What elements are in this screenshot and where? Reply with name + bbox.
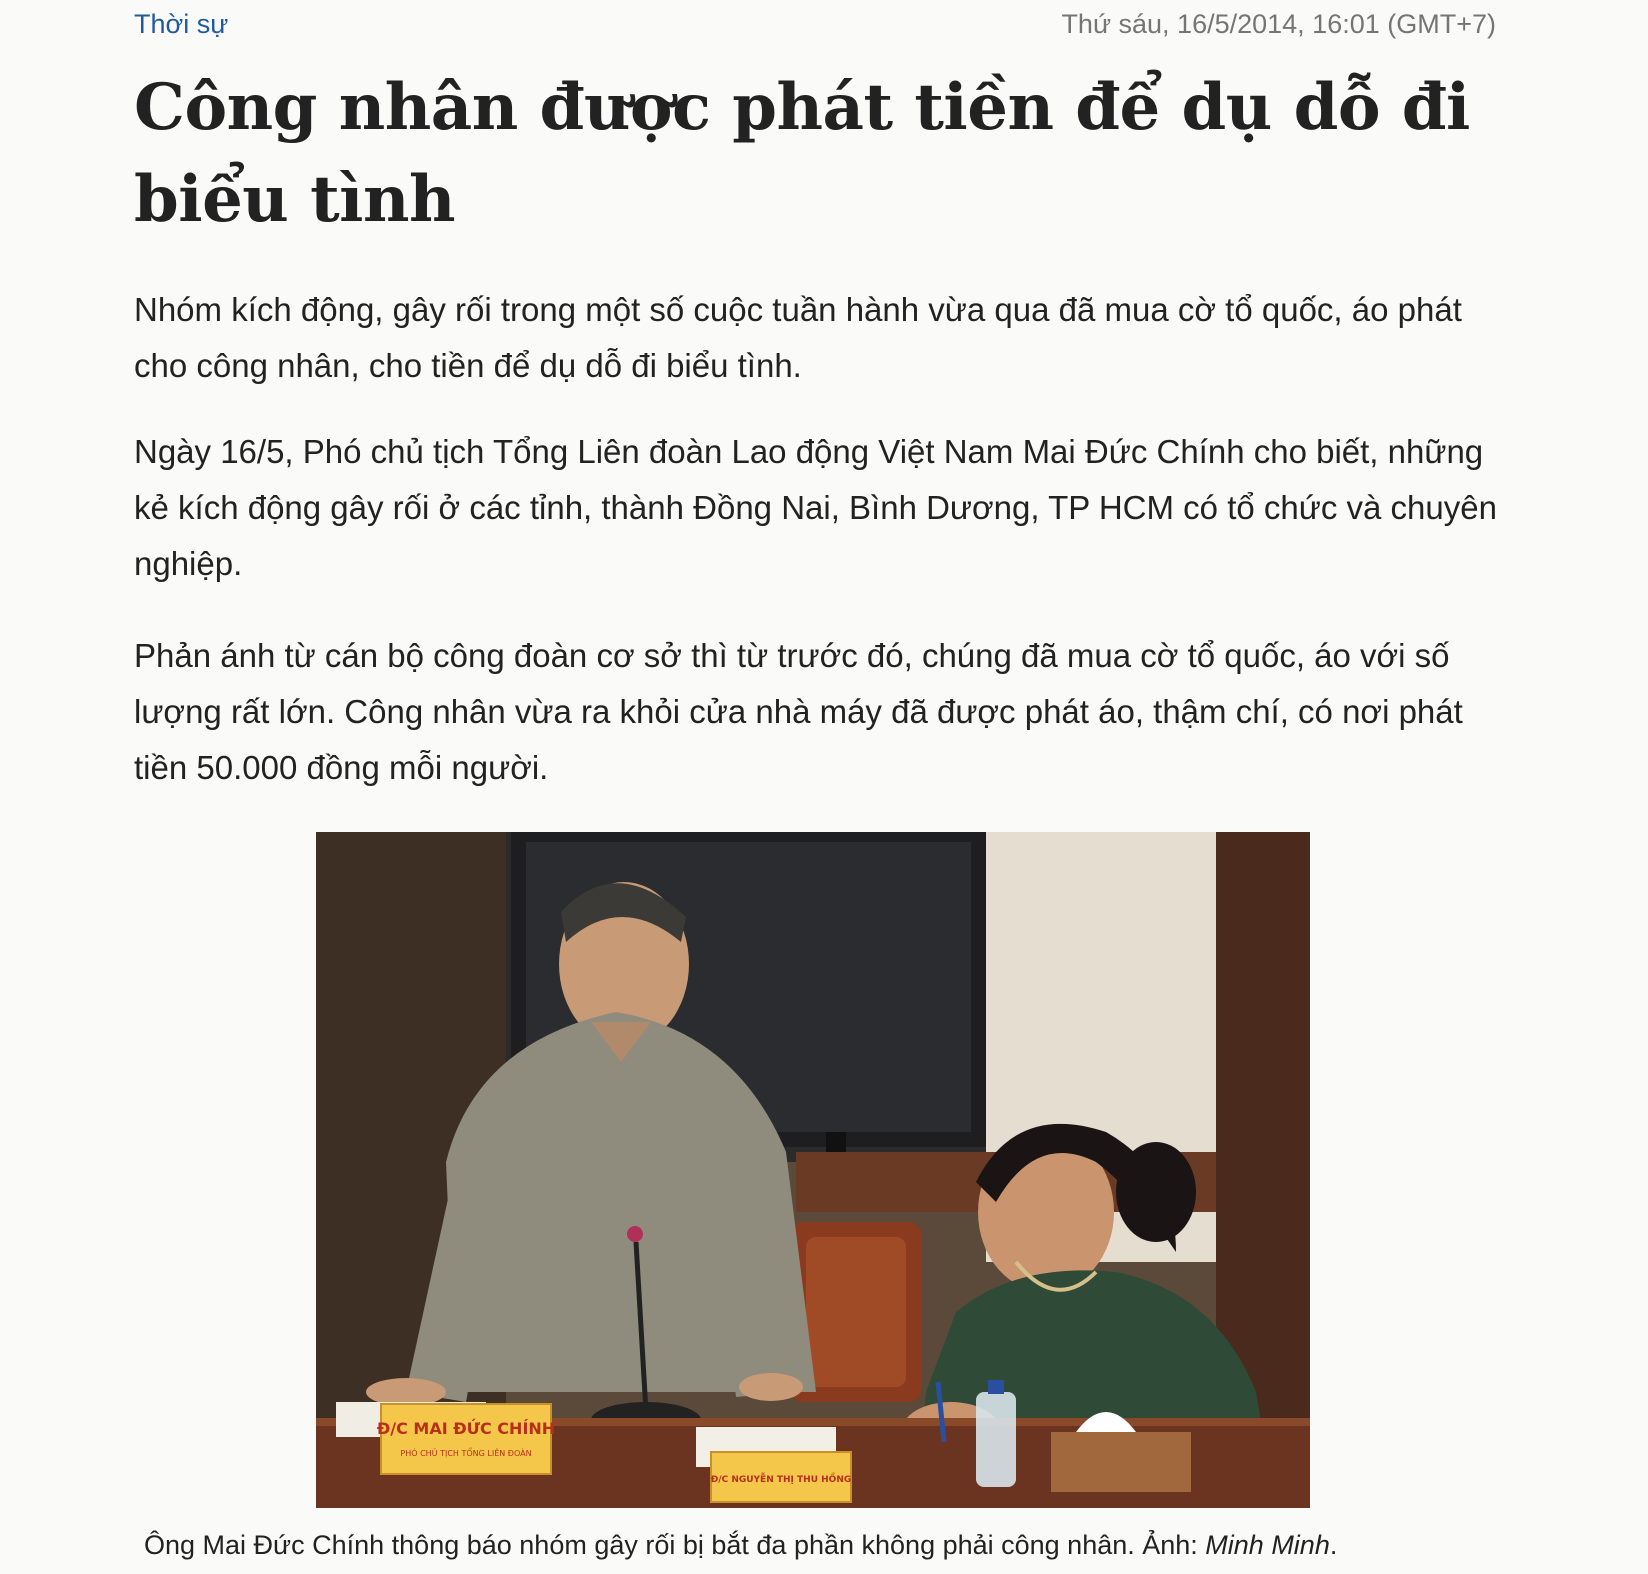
article-paragraph: Ngày 16/5, Phó chủ tịch Tổng Liên đoàn Lao động Việt Nam Mai Đức Chính cho biết, những kẻ kích động gây rối ở các tỉnh, thành Đồng Nai, Bình Dương, TP HCM có tổ chức và chuyên nghiệp. xyxy=(134,433,1497,582)
caption-credit: Minh Minh xyxy=(1205,1530,1330,1560)
publish-date: Thứ sáu, 16/5/2014, 16:01 (GMT+7) xyxy=(1061,8,1496,39)
nameplate-speaker-title: PHÓ CHỦ TỊCH TỔNG LIÊN ĐOÀN xyxy=(400,1449,532,1458)
caption-text: Ông Mai Đức Chính thông báo nhóm gây rối bị bắt đa phần không phải công nhân. Ảnh: xyxy=(144,1530,1206,1560)
nameplate-seated-name: Đ/C NGUYỄN THỊ THU HỒNG xyxy=(710,1475,852,1485)
nameplate-speaker-name: Đ/C MAI ĐỨC CHÍNH xyxy=(376,1419,556,1438)
photo-caption xyxy=(144,1530,1337,1561)
article-paragraph: Phản ánh từ cán bộ công đoàn cơ sở thì từ trước đó, chúng đã mua cờ tổ quốc, áo với số lượng rất lớn. Công nhân vừa ra khỏi cửa nhà máy đã được phát áo, thậm chí, có nơi phát tiền 50.000 đồng mỗi người. xyxy=(134,637,1463,786)
category-link[interactable]: Thời sự xyxy=(134,8,229,39)
article-header-bar xyxy=(134,6,1496,42)
article-lead: Nhóm kích động, gây rối trong một số cuộc tuần hành vừa qua đã mua cờ tổ quốc, áo phát cho công nhân, cho tiền để dụ dỗ đi biểu tình. xyxy=(134,291,1462,384)
meeting-photo-illustration xyxy=(316,832,1310,1508)
caption-period: . xyxy=(1329,1530,1338,1560)
article-photo xyxy=(316,832,1310,1508)
nameplate-speaker xyxy=(381,1404,551,1474)
article-title: Công nhân được phát tiền để dụ dỗ đi biểu tình xyxy=(134,70,1470,237)
